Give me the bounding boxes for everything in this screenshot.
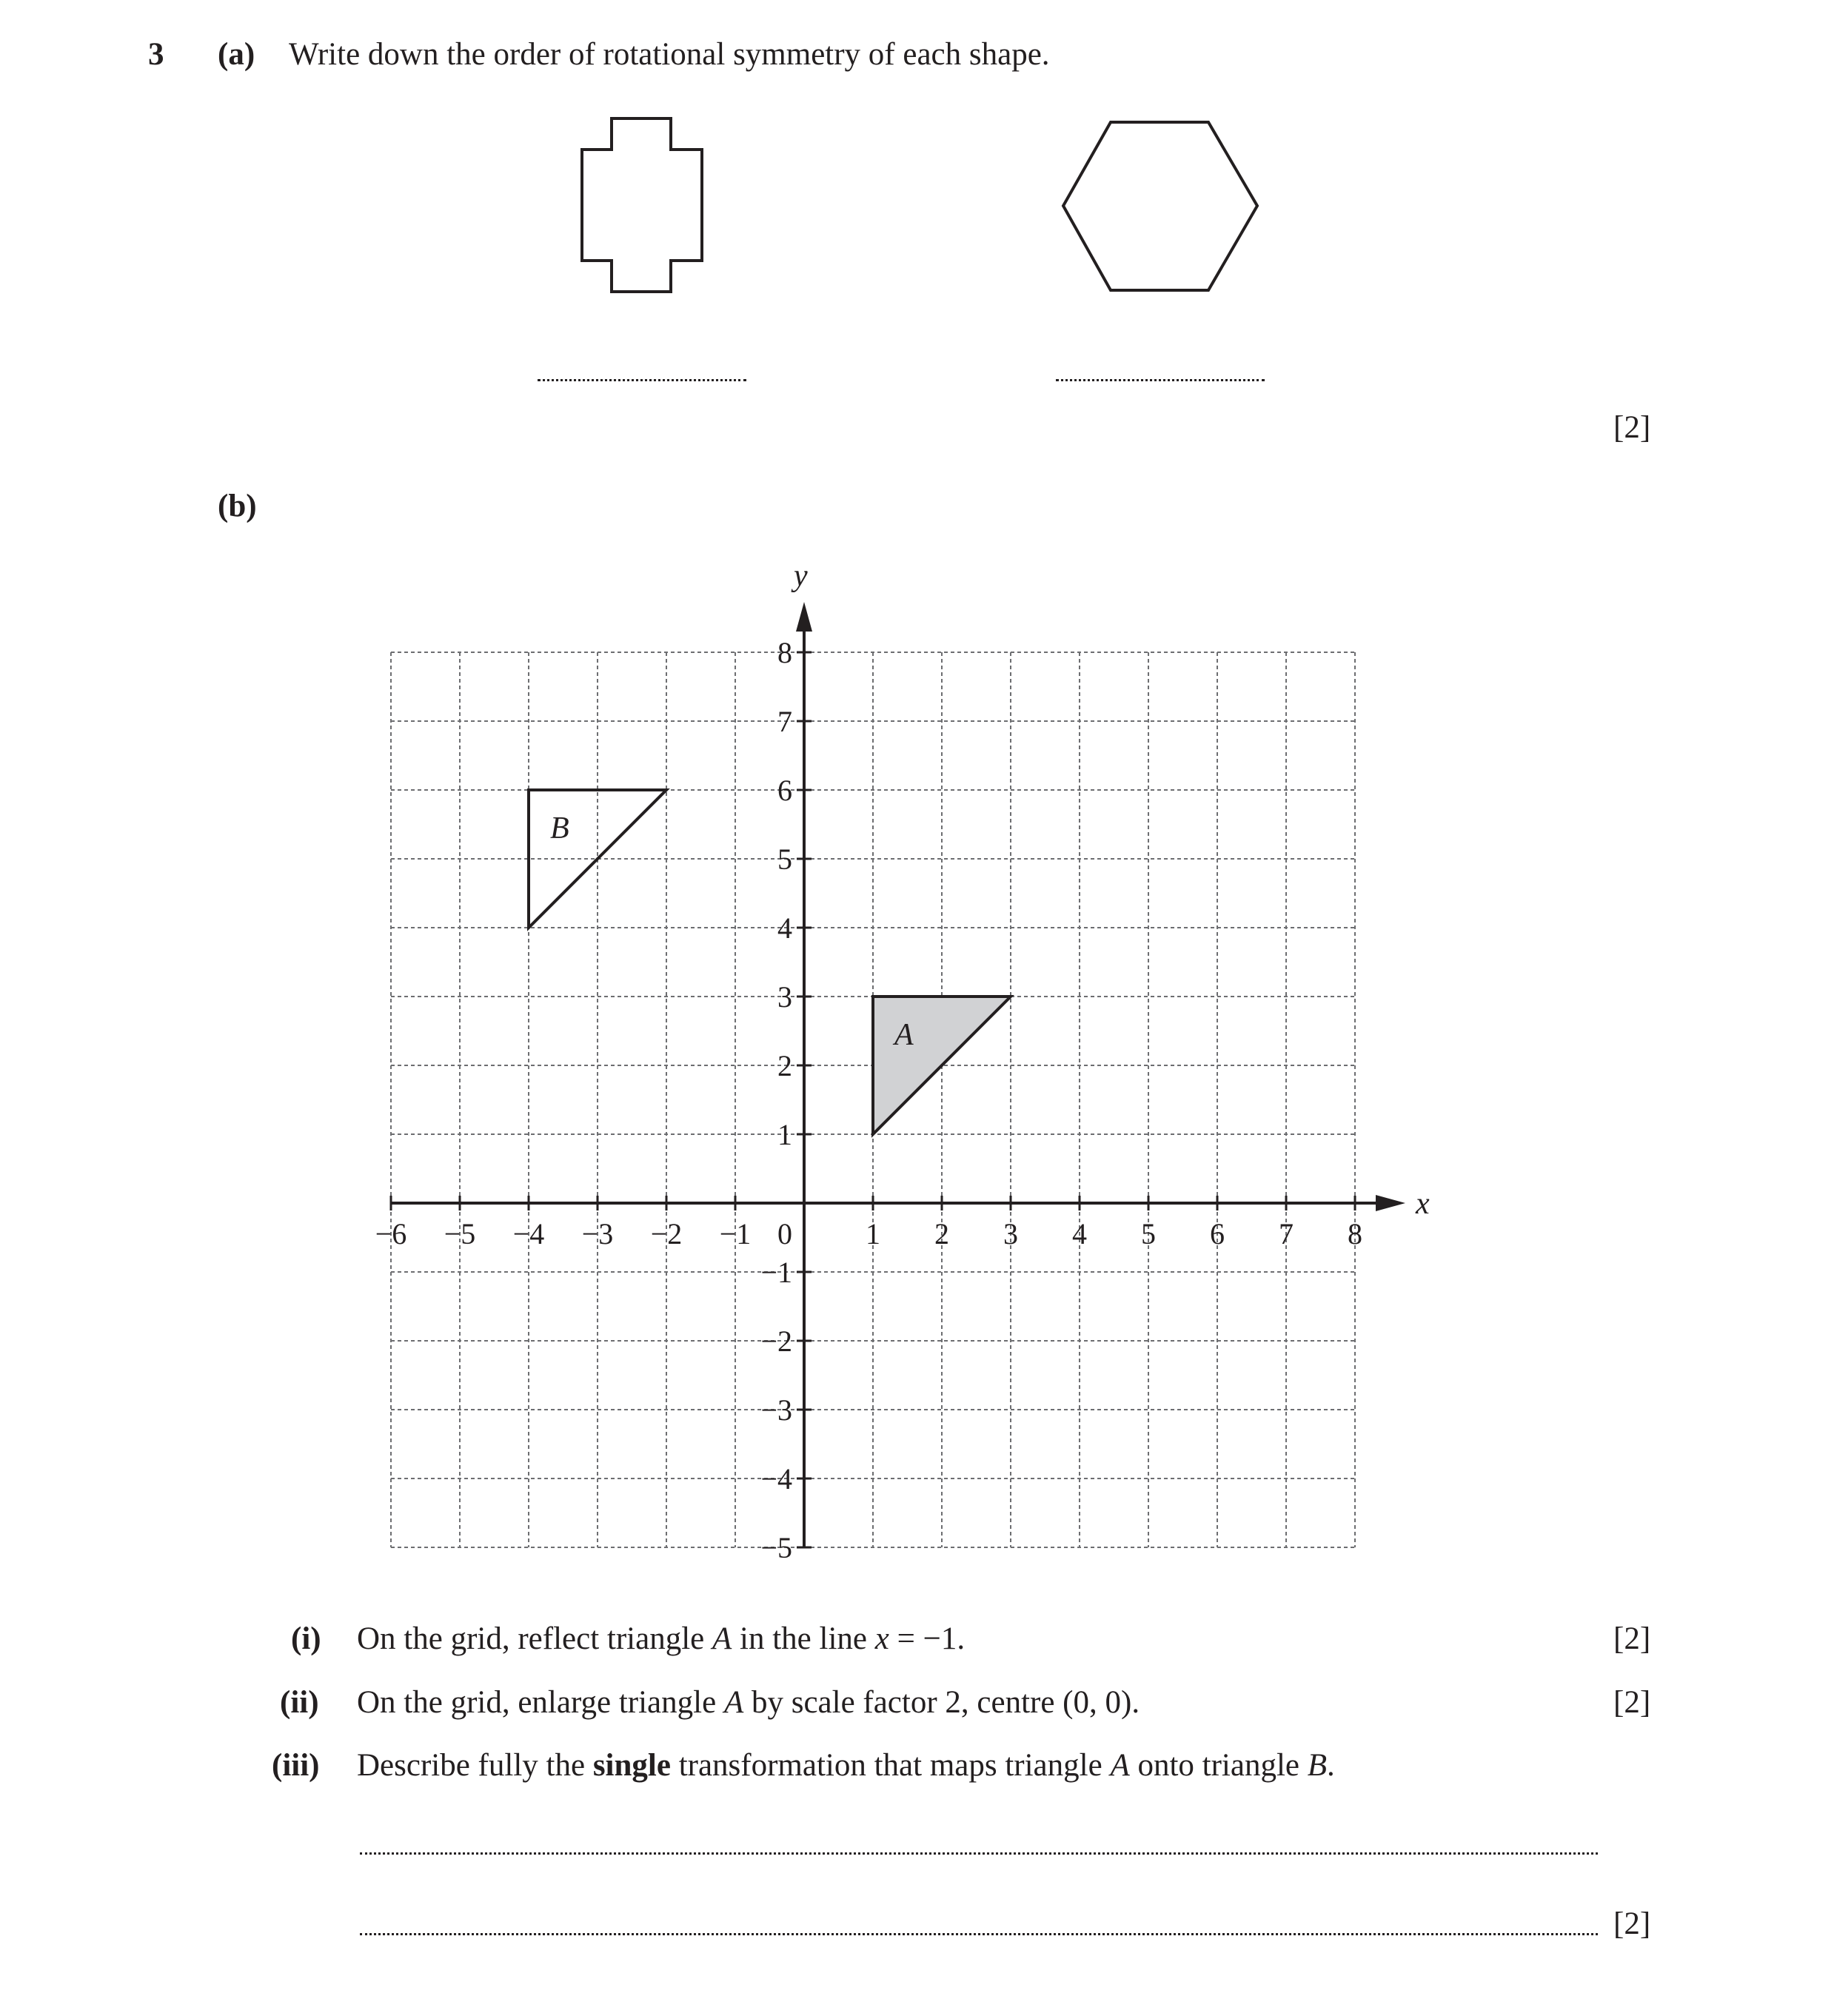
y-axis-label: y xyxy=(794,559,808,593)
y-tick-label: 5 xyxy=(777,843,792,876)
triangle-a-label: A xyxy=(894,1018,914,1053)
y-axis-arrow-icon xyxy=(796,602,812,632)
x-tick-label: −4 xyxy=(512,1217,545,1250)
y-tick-label: −3 xyxy=(760,1393,792,1427)
y-tick-label: −4 xyxy=(760,1462,792,1496)
x-axis-arrow-icon xyxy=(1376,1195,1405,1211)
x-axis-label: x xyxy=(1416,1187,1430,1221)
y-tick-label: 1 xyxy=(777,1118,792,1151)
origin-label: 0 xyxy=(777,1217,792,1250)
sub-i-text: On the grid, reflect triangle A in the line x = −1. xyxy=(357,1621,966,1656)
part-b-label: (b) xyxy=(218,489,257,523)
part-a-marks: [2] xyxy=(1613,410,1651,445)
x-tick-label: 1 xyxy=(866,1217,880,1250)
x-tick-label: 2 xyxy=(934,1217,949,1250)
x-tick-label: 5 xyxy=(1141,1217,1156,1250)
sub-ii-marks: [2] xyxy=(1613,1685,1651,1720)
sub-iii-marks: [2] xyxy=(1613,1906,1651,1941)
y-tick-label: −2 xyxy=(760,1325,792,1358)
question-number: 3 xyxy=(148,37,164,72)
x-tick-label: 8 xyxy=(1348,1217,1362,1250)
triangle-b-label: B xyxy=(550,811,569,846)
y-tick-label: 6 xyxy=(777,774,792,807)
x-tick-label: −1 xyxy=(719,1217,752,1250)
x-tick-label: −6 xyxy=(375,1217,407,1250)
x-tick-label: 6 xyxy=(1210,1217,1225,1250)
part-a-label: (a) xyxy=(218,37,255,72)
answer-line-iii-2[interactable] xyxy=(360,1933,1598,1935)
part-a-text: Write down the order of rotational symmetry of each shape. xyxy=(289,37,1050,72)
y-tick-label: −1 xyxy=(760,1256,792,1289)
x-tick-label: −3 xyxy=(581,1217,614,1250)
y-tick-label: 7 xyxy=(777,705,792,738)
sub-ii-label: (ii) xyxy=(280,1685,319,1720)
answer-line-iii-1[interactable] xyxy=(360,1852,1598,1855)
sub-iii-label: (iii) xyxy=(272,1748,320,1783)
y-tick-label: −5 xyxy=(760,1531,792,1564)
sub-i-marks: [2] xyxy=(1613,1621,1651,1656)
x-tick-label: −2 xyxy=(650,1217,683,1250)
y-tick-label: 2 xyxy=(777,1049,792,1082)
sub-i-label: (i) xyxy=(291,1621,321,1656)
x-tick-label: −5 xyxy=(444,1217,476,1250)
x-tick-label: 7 xyxy=(1279,1217,1294,1250)
y-tick-label: 3 xyxy=(777,980,792,1014)
sub-ii-text: On the grid, enlarge triangle A by scale factor 2, centre (0, 0). xyxy=(357,1685,1140,1720)
x-tick-label: 3 xyxy=(1003,1217,1018,1250)
x-tick-label: 4 xyxy=(1072,1217,1087,1250)
y-tick-label: 4 xyxy=(777,911,792,945)
y-tick-label: 8 xyxy=(777,636,792,669)
sub-iii-text: Describe fully the single transformation that maps triangle A onto triangle B. xyxy=(357,1748,1335,1783)
